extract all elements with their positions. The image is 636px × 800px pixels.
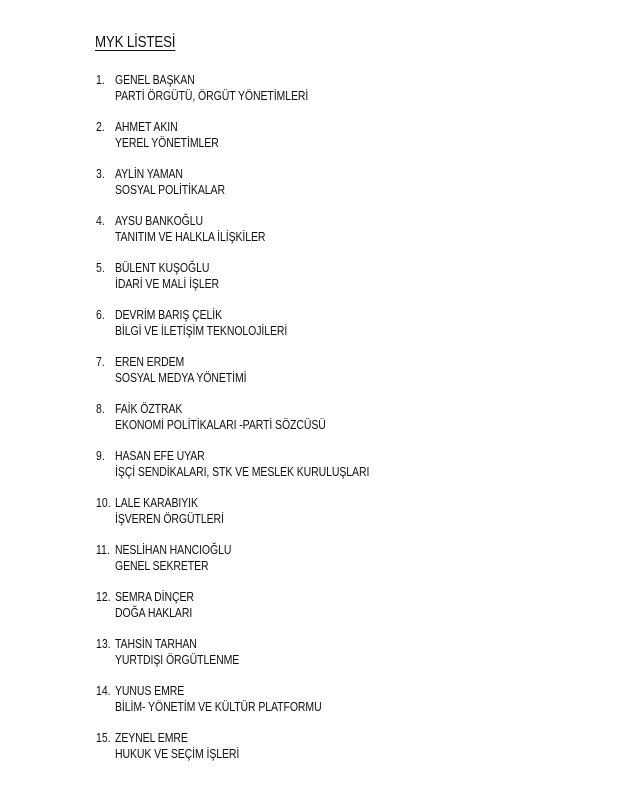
- member-role: EKONOMİ POLİTİKALARI -PARTİ SÖZCÜSÜ: [115, 418, 326, 432]
- item-number: 15.: [96, 731, 111, 745]
- item-number: 14.: [96, 684, 111, 698]
- member-role: GENEL SEKRETER: [115, 559, 209, 573]
- member-role: YURTDIŞI ÖRGÜTLENME: [115, 653, 240, 667]
- member-name: EREN ERDEM: [115, 355, 185, 369]
- member-role: PARTİ ÖRGÜTÜ, ÖRGÜT YÖNETİMLERİ: [115, 89, 309, 103]
- member-name: AHMET AKIN: [115, 120, 178, 134]
- member-name: YUNUS EMRE: [115, 684, 185, 698]
- member-name: TAHSİN TARHAN: [115, 637, 197, 651]
- member-role: SOSYAL MEDYA YÖNETİMİ: [115, 371, 247, 385]
- member-name: AYSU BANKOĞLU: [115, 214, 203, 228]
- member-name: AYLİN YAMAN: [115, 167, 183, 181]
- item-number: 3.: [96, 167, 105, 181]
- member-name: FAİK ÖZTRAK: [115, 402, 183, 416]
- member-role: İŞÇİ SENDİKALARI, STK VE MESLEK KURULUŞLARI: [115, 465, 370, 479]
- member-name: BÜLENT KUŞOĞLU: [115, 261, 210, 275]
- member-name: SEMRA DİNÇER: [115, 590, 194, 604]
- item-number: 4.: [96, 214, 105, 228]
- page-title: MYK LİSTESİ: [95, 34, 176, 51]
- member-role: SOSYAL POLİTİKALAR: [115, 183, 225, 197]
- member-name: NESLİHAN HANCIOĞLU: [115, 543, 232, 557]
- item-number: 11.: [96, 543, 110, 557]
- member-name: HASAN EFE UYAR: [115, 449, 205, 463]
- member-role: YEREL YÖNETİMLER: [115, 136, 219, 150]
- member-role: TANITIM VE HALKLA İLİŞKİLER: [115, 230, 266, 244]
- item-number: 13.: [96, 637, 111, 651]
- item-number: 1.: [96, 73, 105, 87]
- item-number: 9.: [96, 449, 105, 463]
- item-number: 2.: [96, 120, 105, 134]
- item-number: 8.: [96, 402, 105, 416]
- item-number: 12.: [96, 590, 111, 604]
- member-name: DEVRİM BARIŞ ÇELİK: [115, 308, 223, 322]
- member-name: ZEYNEL EMRE: [115, 731, 188, 745]
- item-number: 7.: [96, 355, 105, 369]
- member-name: LALE KARABIYIK: [115, 496, 198, 510]
- item-number: 5.: [96, 261, 105, 275]
- member-role: BİLİM- YÖNETİM VE KÜLTÜR PLATFORMU: [115, 700, 322, 714]
- item-number: 10.: [96, 496, 111, 510]
- member-role: İDARİ VE MALİ İŞLER: [115, 277, 220, 291]
- member-role: HUKUK VE SEÇİM İŞLERİ: [115, 747, 240, 761]
- member-name: GENEL BAŞKAN: [115, 73, 195, 87]
- member-role: BİLGİ VE İLETİŞİM TEKNOLOJİLERİ: [115, 324, 288, 338]
- member-role: İŞVEREN ÖRGÜTLERİ: [115, 512, 224, 526]
- member-role: DOĞA HAKLARI: [115, 606, 193, 620]
- item-number: 6.: [96, 308, 105, 322]
